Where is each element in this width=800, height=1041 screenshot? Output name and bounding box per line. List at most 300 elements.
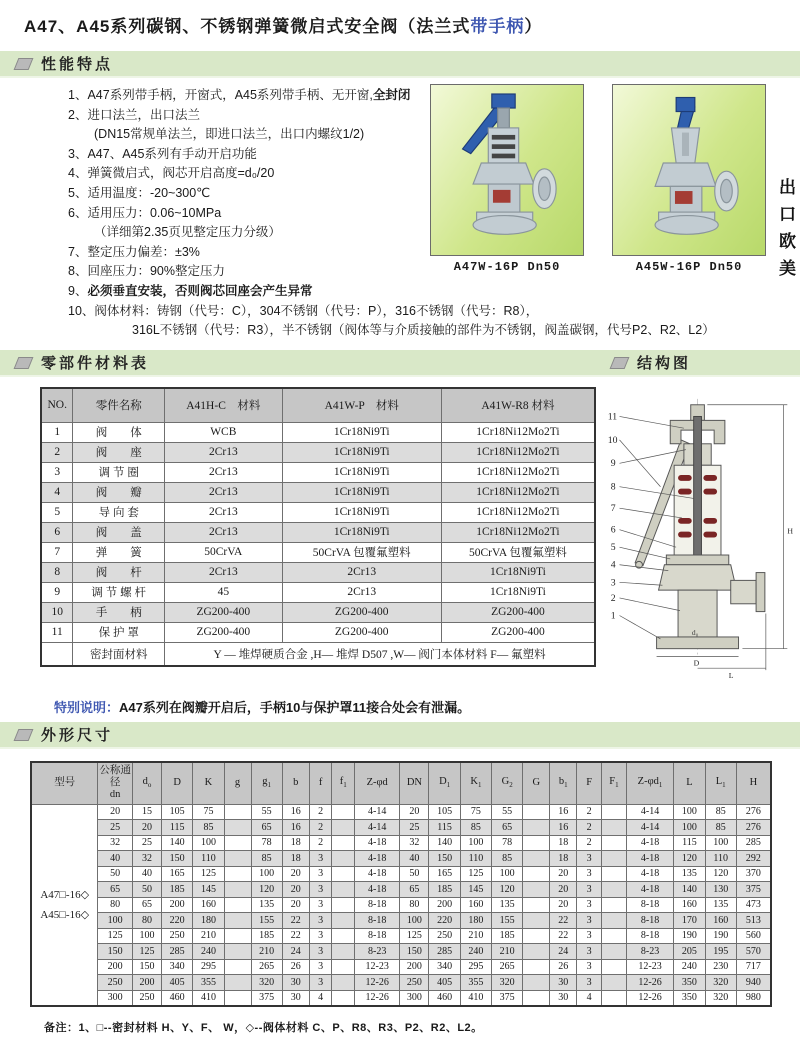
dimensions-table-row bbox=[31, 820, 771, 836]
dimensions-cell: 22 bbox=[282, 913, 309, 929]
materials-table-foot bbox=[41, 642, 595, 666]
materials-table-row bbox=[41, 422, 595, 442]
cell-empty bbox=[41, 642, 73, 666]
feature-item: 7、整定压力偏差：±3% bbox=[68, 244, 200, 259]
dimensions-cell: 100 bbox=[674, 804, 705, 820]
dimensions-cell: 300 bbox=[400, 990, 429, 1006]
dimensions-cell: 135 bbox=[492, 897, 523, 913]
dimensions-cell: 110 bbox=[193, 851, 224, 867]
product-photos bbox=[430, 84, 766, 274]
dimensions-cell: 185 bbox=[492, 928, 523, 944]
dimensions-cell: 115 bbox=[429, 820, 460, 836]
dimensions-table-row bbox=[31, 851, 771, 867]
section-dimensions-group bbox=[0, 724, 113, 745]
dimensions-cell: 190 bbox=[705, 928, 736, 944]
dimensions-cell: 560 bbox=[736, 928, 771, 944]
dimensions-cell: 125 bbox=[460, 866, 491, 882]
dimensions-cell: 32 bbox=[132, 851, 161, 867]
product-photo-a45 bbox=[612, 84, 766, 256]
dimensions-cell: 3 bbox=[309, 944, 332, 960]
dimensions-cell bbox=[602, 851, 627, 867]
dimensions-cell: 135 bbox=[251, 897, 282, 913]
dimensions-cell: 20 bbox=[282, 897, 309, 913]
dimensions-cell bbox=[224, 851, 251, 867]
dimensions-cell: 340 bbox=[162, 959, 193, 975]
dimensions-cell: 205 bbox=[674, 944, 705, 960]
dimensions-cell: 170 bbox=[674, 913, 705, 929]
dimensions-cell: 8-23 bbox=[626, 944, 673, 960]
dimensions-cell: 150 bbox=[132, 959, 161, 975]
dimensions-cell: 25 bbox=[98, 820, 133, 836]
dimensions-cell: 125 bbox=[98, 928, 133, 944]
dimensions-cell: 4 bbox=[577, 990, 602, 1006]
materials-cell: 2Cr13 bbox=[165, 442, 283, 462]
dimensions-cell: 717 bbox=[736, 959, 771, 975]
callout-1: 1 bbox=[610, 610, 616, 622]
materials-cell: 1Cr18Ni9Ti bbox=[282, 522, 441, 542]
dimensions-cell: 18 bbox=[550, 851, 577, 867]
special-note-text: A47系列在阀瓣开启后，手柄10与保护罩11接合处会有泄漏。 bbox=[119, 700, 471, 715]
feature-item: 2、进口法兰，出口法兰 bbox=[68, 107, 200, 122]
dimensions-cell: 4-18 bbox=[626, 866, 673, 882]
dimensions-cell: 4 bbox=[309, 990, 332, 1006]
dimensions-cell: 65 bbox=[98, 882, 133, 898]
dimensions-cell: 375 bbox=[736, 882, 771, 898]
dimensions-cell: 150 bbox=[429, 851, 460, 867]
structure-diagram bbox=[600, 387, 800, 687]
dimensions-table-wrap bbox=[0, 749, 800, 1007]
callout-8: 8 bbox=[610, 481, 616, 493]
dimensions-cell bbox=[523, 990, 550, 1006]
dimensions-cell: 65 bbox=[132, 897, 161, 913]
dimensions-cell: 40 bbox=[132, 866, 161, 882]
materials-cell: 10 bbox=[41, 602, 73, 622]
materials-cell: 1Cr18Ni9Ti bbox=[282, 422, 441, 442]
dimensions-cell bbox=[523, 820, 550, 836]
dimensions-cell: 355 bbox=[193, 975, 224, 991]
dimensions-cell bbox=[602, 990, 627, 1006]
materials-cell: ZG200-400 bbox=[282, 602, 441, 622]
parallelogram-icon bbox=[14, 729, 34, 741]
dimensions-cell: 3 bbox=[309, 897, 332, 913]
dimensions-cell bbox=[523, 944, 550, 960]
feature-item: 316L不锈钢（代号：R3），半不锈钢（阀体等与介质接触的部件为不锈钢，阀盖碳钢，代号P2、R2、L2） bbox=[132, 323, 715, 338]
dimensions-cell: 195 bbox=[705, 944, 736, 960]
dimensions-cell: 160 bbox=[674, 897, 705, 913]
materials-table-row bbox=[41, 522, 595, 542]
dimensions-cell: 4-18 bbox=[626, 835, 673, 851]
dimensions-header-cell: H bbox=[736, 762, 771, 804]
dimensions-cell: 80 bbox=[132, 913, 161, 929]
dimensions-cell: 22 bbox=[550, 928, 577, 944]
dimensions-cell bbox=[602, 820, 627, 836]
dimensions-cell bbox=[224, 990, 251, 1006]
dimensions-cell: 3 bbox=[577, 928, 602, 944]
dimensions-cell: 2 bbox=[577, 820, 602, 836]
callout-3: 3 bbox=[610, 577, 616, 589]
dimensions-cell: 3 bbox=[577, 975, 602, 991]
dimensions-header-cell: $g_1$ bbox=[251, 762, 282, 804]
dimensions-cell: 3 bbox=[577, 913, 602, 929]
callout-4: 4 bbox=[610, 559, 616, 571]
dimensions-cell: 405 bbox=[162, 975, 193, 991]
dimensions-header-cell: $G_2$ bbox=[492, 762, 523, 804]
dimensions-cell: 145 bbox=[193, 882, 224, 898]
dimensions-cell: 185 bbox=[429, 882, 460, 898]
section-materials-title: 零部件材料表 bbox=[41, 355, 150, 372]
dimensions-cell: 145 bbox=[460, 882, 491, 898]
dimensions-cell: 4-14 bbox=[626, 820, 673, 836]
dimensions-cell bbox=[332, 897, 355, 913]
dimensions-table-row bbox=[31, 975, 771, 991]
dimensions-cell bbox=[523, 897, 550, 913]
materials-cell: 45 bbox=[165, 582, 283, 602]
materials-cell: 2Cr13 bbox=[165, 482, 283, 502]
materials-cell: 阀 座 bbox=[73, 442, 165, 462]
dimensions-cell: 460 bbox=[162, 990, 193, 1006]
dimensions-table-row bbox=[31, 928, 771, 944]
feature-item: 8、回座压力：90%整定压力 bbox=[68, 264, 225, 279]
dimensions-cell: 80 bbox=[400, 897, 429, 913]
dimensions-cell: 100 bbox=[400, 913, 429, 929]
dimensions-cell: 140 bbox=[674, 882, 705, 898]
materials-table-row bbox=[41, 602, 595, 622]
dimensions-cell: 3 bbox=[309, 913, 332, 929]
dimensions-cell: 3 bbox=[577, 882, 602, 898]
section-materials-group bbox=[0, 352, 149, 373]
dimensions-cell: 220 bbox=[162, 913, 193, 929]
materials-header-cell: A41W-R8 材料 bbox=[441, 388, 595, 422]
dimensions-cell: 140 bbox=[429, 835, 460, 851]
feature-item: (DN15常规单法兰，即进口法兰，出口内螺纹1/2) bbox=[94, 127, 365, 142]
product-card-a45 bbox=[612, 84, 766, 274]
seal-material-value: Y — 堆焊硬质合金 ,H— 堆焊 D507 ,W— 阀门本体材料 F— 氟塑料 bbox=[165, 642, 595, 666]
dimensions-cell: 65 bbox=[492, 820, 523, 836]
dimensions-cell: 50 bbox=[132, 882, 161, 898]
feature-item: 10、阀体材料：铸钢（代号：C），304不锈钢（代号：P），316不锈钢（代号：R8）， bbox=[68, 303, 539, 318]
dimensions-cell bbox=[523, 928, 550, 944]
valve-photo-a47-illustration bbox=[431, 85, 583, 255]
dimensions-cell: 980 bbox=[736, 990, 771, 1006]
section-bar-features bbox=[0, 51, 800, 78]
feature-item: 5、适用温度：-20~300℃ bbox=[68, 185, 211, 200]
dimensions-table-row bbox=[31, 866, 771, 882]
dimensions-cell: 55 bbox=[492, 804, 523, 820]
dimensions-cell: 285 bbox=[429, 944, 460, 960]
product-caption-a45: A45W-16P Dn50 bbox=[635, 260, 743, 274]
dimensions-cell bbox=[602, 975, 627, 991]
dimensions-cell: 155 bbox=[492, 913, 523, 929]
dimensions-cell: 22 bbox=[550, 913, 577, 929]
dimensions-cell bbox=[523, 804, 550, 820]
dimensions-cell: 110 bbox=[460, 851, 491, 867]
materials-cell: 2 bbox=[41, 442, 73, 462]
dimensions-cell: 20 bbox=[550, 897, 577, 913]
dimensions-cell: 16 bbox=[550, 804, 577, 820]
materials-cell: 1Cr18Ni12Mo2Ti bbox=[441, 462, 595, 482]
dimensions-cell: 3 bbox=[309, 851, 332, 867]
dimensions-cell bbox=[332, 944, 355, 960]
special-note bbox=[0, 687, 800, 718]
dimensions-cell: 250 bbox=[162, 928, 193, 944]
dimensions-header-cell: $D_1$ bbox=[429, 762, 460, 804]
dimensions-cell: 32 bbox=[400, 835, 429, 851]
dimensions-cell: 65 bbox=[400, 882, 429, 898]
dimensions-cell: 320 bbox=[705, 975, 736, 991]
callout-7: 7 bbox=[610, 503, 616, 515]
dimensions-cell: 125 bbox=[132, 944, 161, 960]
dimensions-cell bbox=[224, 835, 251, 851]
dimensions-cell: 3 bbox=[577, 866, 602, 882]
dimensions-cell: 8-18 bbox=[626, 928, 673, 944]
dimensions-cell: 25 bbox=[400, 820, 429, 836]
dimensions-cell: 185 bbox=[162, 882, 193, 898]
feature-item: 4、弹簧微启式，阀芯开启高度=d₀/20 bbox=[68, 166, 275, 181]
dimensions-cell: 190 bbox=[674, 928, 705, 944]
dimensions-cell: 276 bbox=[736, 820, 771, 836]
model-label: A47□-16◇ bbox=[40, 888, 90, 901]
dimensions-cell: 80 bbox=[98, 897, 133, 913]
materials-table-row bbox=[41, 502, 595, 522]
dimensions-cell: 240 bbox=[674, 959, 705, 975]
section-structure-group bbox=[612, 350, 691, 375]
dimensions-cell: 3 bbox=[309, 975, 332, 991]
dimensions-cell: 100 bbox=[674, 820, 705, 836]
dimensions-cell: 24 bbox=[550, 944, 577, 960]
materials-cell: 5 bbox=[41, 502, 73, 522]
dimensions-cell: 210 bbox=[251, 944, 282, 960]
materials-cell: 7 bbox=[41, 542, 73, 562]
dimensions-header-cell: $F_1$ bbox=[602, 762, 627, 804]
parallelogram-icon bbox=[14, 357, 34, 369]
materials-cell: 2Cr13 bbox=[165, 462, 283, 482]
dimensions-cell: 100 bbox=[193, 835, 224, 851]
dimensions-cell: 26 bbox=[550, 959, 577, 975]
dimensions-cell: 78 bbox=[251, 835, 282, 851]
dimensions-cell: 160 bbox=[193, 897, 224, 913]
dimensions-cell: 78 bbox=[492, 835, 523, 851]
dimensions-cell: 295 bbox=[460, 959, 491, 975]
materials-cell: 阀 杆 bbox=[73, 562, 165, 582]
dimensions-cell: 30 bbox=[550, 975, 577, 991]
dimensions-cell: 85 bbox=[705, 804, 736, 820]
dimensions-cell: 100 bbox=[132, 928, 161, 944]
materials-cell: 3 bbox=[41, 462, 73, 482]
dimensions-table-row bbox=[31, 959, 771, 975]
dimensions-cell: 125 bbox=[193, 866, 224, 882]
dimensions-cell: 200 bbox=[132, 975, 161, 991]
parallelogram-icon bbox=[14, 58, 34, 70]
dimensions-cell: 55 bbox=[251, 804, 282, 820]
dimensions-cell bbox=[332, 804, 355, 820]
dimensions-cell: 3 bbox=[577, 897, 602, 913]
dimensions-cell: 160 bbox=[460, 897, 491, 913]
dimensions-header-cell: $Z-\varphi d_1$ bbox=[626, 762, 673, 804]
dimensions-cell: 375 bbox=[492, 990, 523, 1006]
section-bar-materials bbox=[0, 350, 800, 377]
dimensions-cell: 32 bbox=[98, 835, 133, 851]
materials-cell: 导 向 套 bbox=[73, 502, 165, 522]
dimensions-cell: 200 bbox=[98, 959, 133, 975]
dimensions-cell: 40 bbox=[400, 851, 429, 867]
parallelogram-icon bbox=[610, 357, 630, 369]
dimensions-cell: 210 bbox=[492, 944, 523, 960]
dimensions-cell: 20 bbox=[550, 882, 577, 898]
materials-header-cell: NO. bbox=[41, 388, 73, 422]
dimensions-cell: 4-14 bbox=[355, 804, 400, 820]
dimensions-cell bbox=[224, 928, 251, 944]
dimensions-cell: 50 bbox=[98, 866, 133, 882]
dimensions-cell bbox=[332, 990, 355, 1006]
dimensions-header-cell: K bbox=[193, 762, 224, 804]
dimensions-cell bbox=[332, 866, 355, 882]
dimensions-cell bbox=[523, 835, 550, 851]
dimensions-cell: 2 bbox=[577, 835, 602, 851]
dimensions-header-cell: 型号 bbox=[31, 762, 98, 804]
section-dimensions-title: 外形尺寸 bbox=[41, 727, 114, 744]
dimensions-cell bbox=[523, 913, 550, 929]
dimensions-cell: 155 bbox=[251, 913, 282, 929]
dimensions-cell: 300 bbox=[98, 990, 133, 1006]
callout-5: 5 bbox=[610, 542, 616, 554]
materials-cell: WCB bbox=[165, 422, 283, 442]
dimensions-cell: 18 bbox=[550, 835, 577, 851]
title-highlight: 带手柄 bbox=[470, 17, 525, 36]
materials-cell: 1Cr18Ni9Ti bbox=[282, 462, 441, 482]
dimensions-cell: 3 bbox=[577, 944, 602, 960]
materials-header-cell: 零件名称 bbox=[73, 388, 165, 422]
dimensions-cell: 8-18 bbox=[626, 897, 673, 913]
feature-item: （详细第2.35页见整定压力分级） bbox=[94, 225, 281, 240]
dimensions-cell: 240 bbox=[460, 944, 491, 960]
feature-item: 1、A47系列带手柄，开窗式，A45系列带手柄、无开窗,全封闭 bbox=[68, 88, 411, 102]
dimensions-cell: 375 bbox=[251, 990, 282, 1006]
dimensions-cell: 3 bbox=[309, 882, 332, 898]
dimensions-cell: 4-18 bbox=[355, 851, 400, 867]
materials-cell: 1Cr18Ni9Ti bbox=[441, 582, 595, 602]
special-note-label: 特别说明： bbox=[54, 700, 120, 715]
dimensions-cell bbox=[224, 913, 251, 929]
materials-table-row bbox=[41, 462, 595, 482]
dimensions-cell: 75 bbox=[193, 804, 224, 820]
dimensions-cell bbox=[332, 975, 355, 991]
dimensions-cell: 85 bbox=[251, 851, 282, 867]
dimensions-cell: 100 bbox=[98, 913, 133, 929]
dimensions-cell: 85 bbox=[492, 851, 523, 867]
materials-cell: 1Cr18Ni12Mo2Ti bbox=[441, 442, 595, 462]
dimensions-cell: 200 bbox=[400, 959, 429, 975]
dimensions-cell bbox=[224, 882, 251, 898]
materials-header-cell: A41H-C 材料 bbox=[165, 388, 283, 422]
materials-table-row bbox=[41, 622, 595, 642]
dimensions-cell: 355 bbox=[460, 975, 491, 991]
dimensions-cell: 180 bbox=[193, 913, 224, 929]
dimensions-cell: 100 bbox=[251, 866, 282, 882]
page-title bbox=[0, 0, 800, 47]
materials-table-row bbox=[41, 542, 595, 562]
dimensions-cell: 250 bbox=[400, 975, 429, 991]
dimensions-cell bbox=[224, 944, 251, 960]
dimensions-cell: 185 bbox=[251, 928, 282, 944]
dimensions-cell: 2 bbox=[309, 820, 332, 836]
dimensions-cell: 370 bbox=[736, 866, 771, 882]
materials-cell: ZG200-400 bbox=[165, 622, 283, 642]
dimensions-cell: 460 bbox=[429, 990, 460, 1006]
dimensions-cell: 40 bbox=[98, 851, 133, 867]
dimensions-cell: 165 bbox=[429, 866, 460, 882]
dimensions-header-cell: L bbox=[674, 762, 705, 804]
section-features-title: 性能特点 bbox=[41, 56, 114, 73]
export-label: 出口欧美 bbox=[776, 178, 795, 286]
materials-table-wrap bbox=[0, 387, 600, 687]
materials-cell: 调 节 螺 杆 bbox=[73, 582, 165, 602]
dimensions-cell: 940 bbox=[736, 975, 771, 991]
dimensions-cell: 16 bbox=[550, 820, 577, 836]
materials-table-head bbox=[41, 388, 595, 422]
dimensions-cell: 4-14 bbox=[355, 820, 400, 836]
dimensions-cell: 20 bbox=[282, 866, 309, 882]
dimensions-cell: 105 bbox=[429, 804, 460, 820]
dimensions-table bbox=[30, 761, 772, 1007]
dimensions-cell: 513 bbox=[736, 913, 771, 929]
dimensions-cell: 140 bbox=[162, 835, 193, 851]
materials-cell: 1Cr18Ni9Ti bbox=[282, 442, 441, 462]
dimensions-cell: 22 bbox=[282, 928, 309, 944]
materials-cell: 2Cr13 bbox=[165, 562, 283, 582]
dimensions-cell bbox=[224, 975, 251, 991]
section-features-group bbox=[0, 53, 113, 74]
dimensions-cell: 200 bbox=[162, 897, 193, 913]
dimensions-cell: 120 bbox=[251, 882, 282, 898]
callout-2: 2 bbox=[610, 592, 616, 604]
materials-cell: 阀 瓣 bbox=[73, 482, 165, 502]
dimensions-cell: 135 bbox=[674, 866, 705, 882]
valve-photo-a45-illustration bbox=[613, 85, 765, 255]
dimensions-cell: 3 bbox=[309, 866, 332, 882]
dimensions-cell: 265 bbox=[251, 959, 282, 975]
materials-header-cell: A41W-P 材料 bbox=[282, 388, 441, 422]
dimensions-cell: 20 bbox=[550, 866, 577, 882]
materials-cell: ZG200-400 bbox=[441, 622, 595, 642]
materials-cell: 阀 体 bbox=[73, 422, 165, 442]
dimensions-cell: 16 bbox=[282, 820, 309, 836]
dimensions-header-cell: $K_1$ bbox=[460, 762, 491, 804]
materials-cell: 弹 簧 bbox=[73, 542, 165, 562]
dimensions-cell bbox=[332, 882, 355, 898]
dimensions-cell: 250 bbox=[98, 975, 133, 991]
dimensions-table-row bbox=[31, 835, 771, 851]
dimensions-cell: 405 bbox=[429, 975, 460, 991]
dimensions-header-cell: $f_1$ bbox=[332, 762, 355, 804]
dimensions-cell bbox=[332, 820, 355, 836]
dimensions-cell bbox=[523, 959, 550, 975]
dimensions-cell: 15 bbox=[132, 804, 161, 820]
materials-cell: ZG200-400 bbox=[282, 622, 441, 642]
dimensions-table-head bbox=[31, 762, 771, 804]
dim-label-do: d₀ bbox=[691, 628, 699, 638]
dimensions-cell: 16 bbox=[282, 804, 309, 820]
dimensions-cell: 3 bbox=[577, 851, 602, 867]
dimensions-header-cell: $L_1$ bbox=[705, 762, 736, 804]
dim-label-d: D bbox=[693, 658, 700, 668]
materials-cell: 2Cr13 bbox=[282, 562, 441, 582]
section-bar-dimensions bbox=[0, 722, 800, 749]
materials-table-row bbox=[41, 442, 595, 462]
dimensions-cell: 250 bbox=[132, 990, 161, 1006]
product-card-a47 bbox=[430, 84, 584, 274]
dimensions-cell: 125 bbox=[400, 928, 429, 944]
dimensions-cell: 292 bbox=[736, 851, 771, 867]
